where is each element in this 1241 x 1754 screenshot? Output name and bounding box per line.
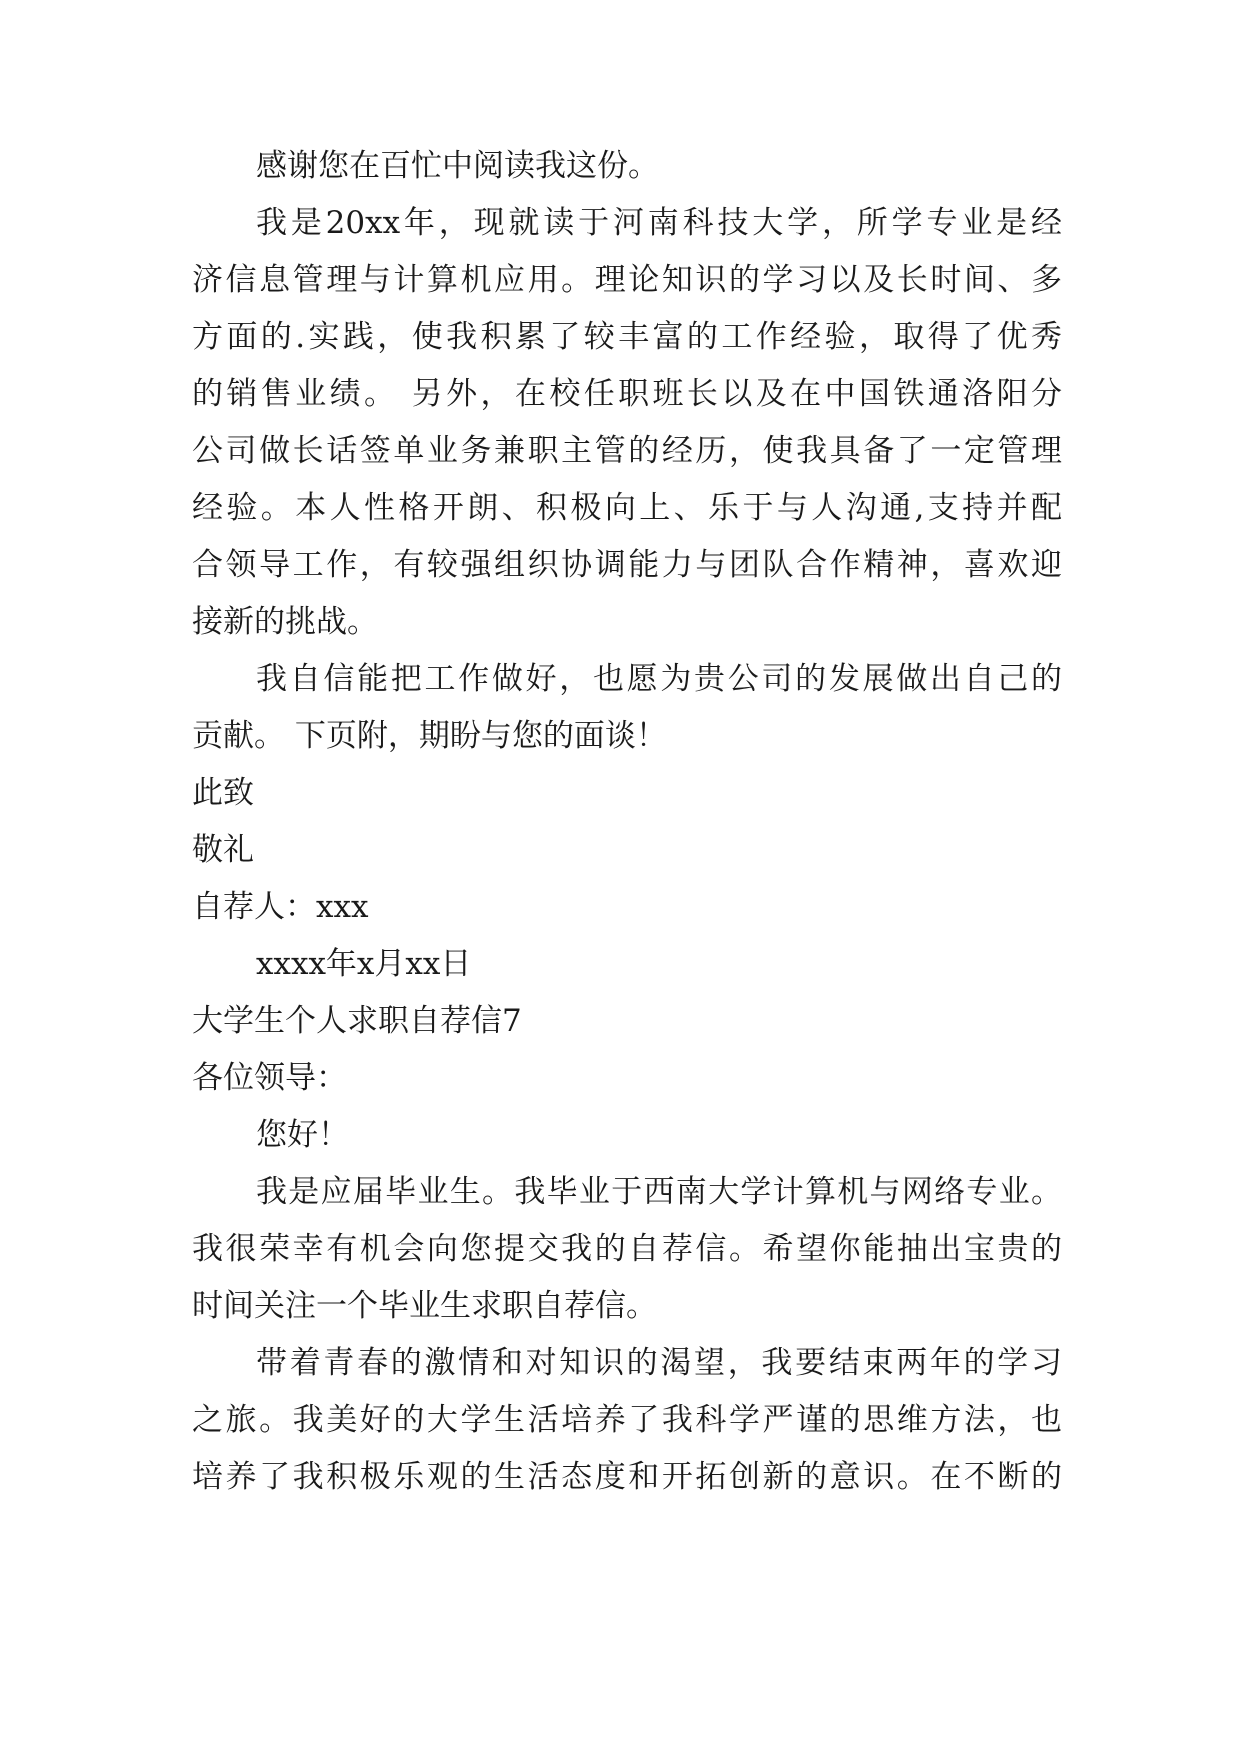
paragraph-line: 公司做长话签单业务兼职主管的经历，使我具备了一定管理: [192, 433, 1062, 469]
paragraph-line: 方面的.实践，使我积累了较丰富的工作经验，取得了优秀: [192, 319, 1062, 355]
paragraph-line: 我自信能把工作做好，也愿为贵公司的发展做出自己的: [256, 661, 1062, 697]
paragraph-line: 感谢您在百忙中阅读我这份。: [256, 148, 659, 184]
paragraph-line: 济信息管理与计算机应用。理论知识的学习以及长时间、多: [192, 262, 1062, 298]
paragraph-line: 时间关注一个毕业生求职自荐信。: [192, 1288, 657, 1324]
paragraph-line: 带着青春的激情和对知识的渴望，我要结束两年的学习: [256, 1345, 1062, 1381]
greeting: 您好！: [256, 1117, 349, 1153]
paragraph-line: 培养了我积极乐观的生活态度和开拓创新的意识。在不断的: [192, 1459, 1062, 1495]
closing-salute: 敬礼: [192, 832, 254, 868]
paragraph-line: 贡献。 下页附，期盼与您的面谈！: [192, 718, 667, 754]
paragraph-line: 的销售业绩。 另外，在校任职班长以及在中国铁通洛阳分: [192, 376, 1062, 412]
paragraph-line: 经验。本人性格开朗、积极向上、乐于与人沟通,支持并配: [192, 490, 1062, 526]
date-line: xxxx年x月xx日: [256, 946, 472, 982]
paragraph-line: 合领导工作，有较强组织协调能力与团队合作精神，喜欢迎: [192, 547, 1062, 583]
paragraph-line: 我是应届毕业生。我毕业于西南大学计算机与网络专业。: [256, 1174, 1062, 1210]
signature-line: 自荐人：xxx: [192, 889, 369, 925]
paragraph-line: 接新的挑战。: [192, 604, 378, 640]
closing-line: 此致: [192, 775, 254, 811]
paragraph-line: 我是20xx年，现就读于河南科技大学，所学专业是经: [256, 205, 1062, 241]
paragraph-line: 我很荣幸有机会向您提交我的自荐信。希望你能抽出宝贵的: [192, 1231, 1062, 1267]
salutation: 各位领导：: [192, 1060, 347, 1096]
section-title: 大学生个人求职自荐信7: [192, 1003, 522, 1039]
paragraph-line: 之旅。我美好的大学生活培养了我科学严谨的思维方法，也: [192, 1402, 1062, 1438]
